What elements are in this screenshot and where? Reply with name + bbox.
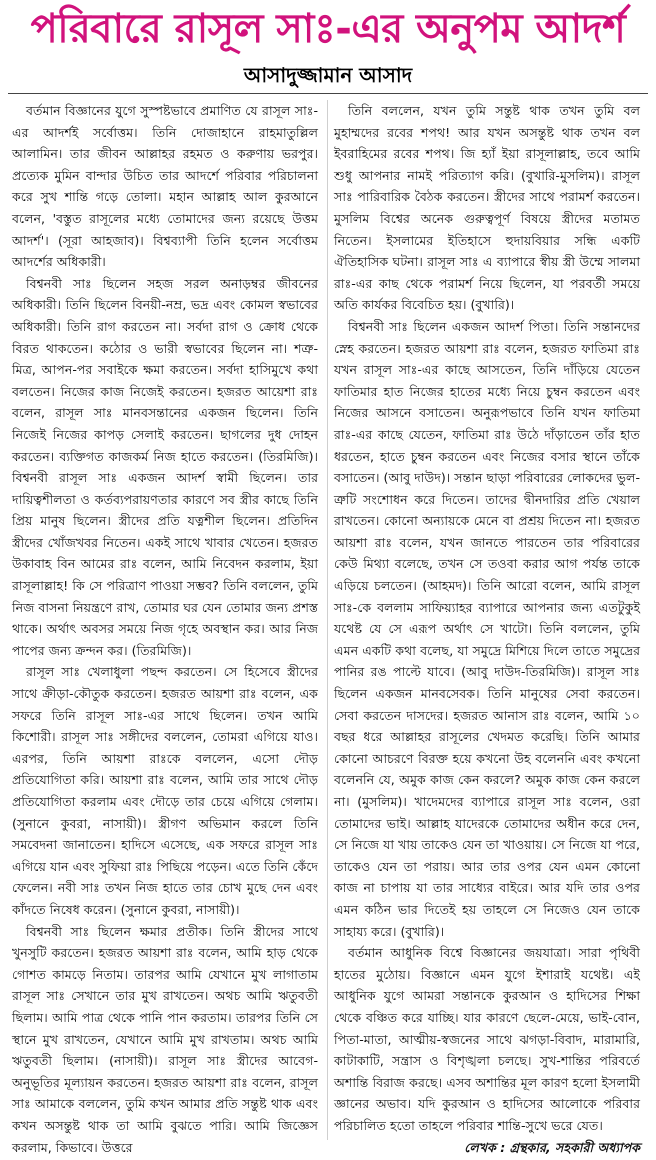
paragraph: বর্তমান বিজ্ঞানের যুগে সুস্পষ্টভাবে প্রমাণিত যে রাসূল সাঃ-এর আদর্শই সর্বোত্তম। তিনি দোজাহানে রাহমাতুল্লিল আলামিন। তার জীবন আল্লাহর রহমত ও করুণায় ভরপুর। প্রত্যেক মুমিন বান্দার উচিত তার আদর্শে পরিবার পরিচালনা করে সুখ শান্তি গড়ে তোলা। মহান আল্লাহ আল কুরআনে বলেন, 'বস্তুত রাসূলের মধ্যে তোমাদের জন্য রয়েছে উত্তম আদর্শ'। (সূরা আহজাব)। বিশ্বব্যাপী তিনি হলেন সর্বোত্তম আদর্শের অধিকারী। [12,103,318,270]
paragraph: বিশ্বনবী সাঃ ছিলেন একজন আদর্শ পিতা। তিনি সন্তানদের স্নেহ করতেন। হজরত আয়শা রাঃ বলেন, হজরত ফাতিমা রাঃ যখন রাসূল সাঃ-এর কাছে আসতেন, তিনি দাঁড়িয়ে যেতেন ফাতিমার হাত নিজের হাতের মধ্যে নিয়ে চুম্বন করতেন এবং নিজের আসনে বসাতেন। অনুরূপভাবে তিনি যখন ফাতিমা রাঃ-এর কাছে যেতেন, ফাতিমা রাঃ উঠে দাঁড়াতেন তাঁর হাত ধরতেন, হাতে চুম্বন করতেন এবং নিজের বসার স্থানে তাঁকে বসাতেন। (আবু দাউদ)। সন্তান ছাড়া পরিবারের লোকদের ভুল-ত্রুটি সংশোধন করে দিতেন। তাদের দ্বীনদারির প্রতি খেয়াল রাখতেন। কোনো অন্যায়কে মেনে বা প্রশ্রয় দিতেন না। হজরত আয়শা রাঃ বলেন, যখন জানতে পারতেন তার পরিবারের কেউ মিথ্যা বলেছে, তখন সে তওবা করার আগ পর্যন্ত তাকে এড়িয়ে চলতেন। (আহমদ)। তিনি আরো বলেন, আমি রাসূল সাঃ-কে বললাম সাফিয়্যাহর ব্যাপারে আপনার জন্য এতটুকুই যথেষ্ট যে সে এরূপ অর্থাৎ সে খাটো। তিনি বললেন, তুমি এমন একটি কথা বলেছ, যা সমুদ্রে মিশিয়ে দিলে তাতে সমুদ্রের পানির রঙ পাল্টে যাবে। (আবু দাউদ-তিরমিজি)। রাসূল সাঃ ছিলেন একজন মানবসেবক। তিনি মানুষের সেবা করতেন। সেবা করতেন দাসদের। হজরত আনাস রাঃ বলেন, আমি ১০ বছর ধরে আল্লাহর রাসূলের খেদমত করেছি। তিনি আমার কোনো আচরণে বিরক্ত হয়ে কখনো উহ বলেননি এবং কখনো বলেননি যে, অমুক কাজ কেন করলে? অমুক কাজ কেন করলে না। (মুসলিম)। খাদেমদের ব্যাপারে রাসূল সাঃ বলেন, ওরা তোমাদের ভাই। আল্লাহ যাদেরকে তোমাদের অধীন করে দেন, সে নিজে যা খায় তাকেও যেন তা খাওয়ায়। সে নিজে যা পরে, তাকেও যেন তা পরায়। আর তার ওপর যেন এমন কোনো কাজ না চাপায় যা তার সাধ্যের বাইরে। আর যদি তার ওপর এমন কঠিন ভার দিতেই হয় তাহলে সে নিজেও যেন তাকে সাহায্য করে। (বুখারি)। [334,318,640,939]
paragraph: তিনি বললেন, যখন তুমি সন্তুষ্ট থাক তখন তুমি বল মুহাম্মদের রবের শপথ! আর যখন অসন্তুষ্ট থাক তখন বল ইবরাহিমের রবের শপথ। জি হ্যাঁ ইয়া রাসূলাল্লাহ, তবে আমি শুধু আপনার নামই পরিত্যাগ করি। (বুখারি-মুসলিম)। রাসূল সাঃ পারিবারিক বৈঠক করতেন। স্ত্রীদের সাথে পরামর্শ করতেন। মুসলিম বিশ্বের অনেক গুরুত্বপূর্ণ বিষয়ে স্ত্রীদের মতামত নিতেন। ইসলামের ইতিহাসে হুদায়বিয়ার সন্ধি একটি ঐতিহাসিক ঘটনা। রাসূল সাঃ এ ব্যাপারে স্বীয় স্ত্রী উম্মে সালমা রাঃ-এর কাছ থেকে পরামর্শ নিয়ে ছিলেন, যা পরবর্তী সময়ে অতি কার্যকর বিবেচিত হয়। (বুখারি)। [334,103,640,313]
paragraph: বিশ্বনবী সাঃ ছিলেন ক্ষমার প্রতীক। তিনি স্ত্রীদের সাথে খুনসুটি করতেন। হজরত আয়শা রাঃ বলেন, আমি হাড় থেকে গোশত কামড়ে নিতাম। তারপর আমি যেখানে মুখ লাগাতাম রাসূল সাঃ সেখানে তার মুখ রাখতেন। অথচ আমি ঋতুবতী ছিলাম। আমি পাত্র থেকে পানি পান করতাম। তারপর তিনি সে স্থানে মুখ রাখতেন, যেখানে আমি মুখ রাখতাম। অথচ আমি ঋতুবতী ছিলাম। (নাসায়ী)। রাসূল সাঃ স্ত্রীদের আবেগ-অনুভূতির মূল্যায়ন করতেন। হজরত আয়শা রাঃ বলেন, রাসূল সাঃ আমাকে বললেন, তুমি কখন আমার প্রতি সন্তুষ্ট থাক এবং কখন অসন্তুষ্ট থাক তা আমি বুঝতে পারি। আমি জিজ্ঞেস করলাম, কিভাবে। উত্তরে [12,923,318,1155]
article-headline: পরিবারে রাসূল সাঃ-এর অনুপম আদর্শ [30,6,626,52]
column-divider [327,100,328,1140]
right-column [334,100,640,1155]
paragraph: রাসূল সাঃ খেলাধুলা পছন্দ করতেন। সে হিসেবে স্ত্রীদের সাথে ক্রীড়া-কৌতুক করতেন। হজরত আয়শা রাঃ বলেন, এক সফরে তিনি রাসূল সাঃ-এর সাথে ছিলেন। তখন আমি কিশোরী। রাসূল সাঃ সঙ্গীদের বললেন, তোমরা এগিয়ে যাও। এরপর, তিনি আয়শা রাঃকে বললেন, এসো দৌড় প্রতিযোগিতা করি। আয়শা রাঃ বলেন, আমি তার সাথে দৌড় প্রতিযোগিতা করলাম এবং দৌড়ে তার চেয়ে এগিয়ে গেলাম। (সুনানে কুবরা, নাসায়ী)। স্ত্রীগণ অভিমান করলে তিনি সমবেদনা জানাতেন। হাদিসে এসেছে, এক সফরে রাসূল সাঃ এগিয়ে যান এবং সুফিয়া রাঃ পিছিয়ে পড়েন। এতে তিনি কেঁদে ফেলেন। নবী সাঃ তখন নিজ হাতে তার চোখ মুছে দেন এবং কাঁদতে নিষেধ করেন। (সুনানে কুবরা, নাসায়ী)। [12,664,318,917]
left-column [12,100,318,1155]
paragraph: বিশ্বনবী সাঃ ছিলেন সহজ সরল অনাড়ম্বর জীবনের অধিকারী। তিনি ছিলেন বিনয়ী-নম্র, ভদ্র এবং কোমল স্বভাবের অধিকারী। তিনি রাগ করতেন না। সর্বদা রাগ ও ক্রোধ থেকে বিরত থাকতেন। কঠোর ও ভারী স্বভাবের ছিলেন না। শত্রু-মিত্র, আপন-পর সবাইকে ক্ষমা করতেন। সর্বদা হাসিমুখে কথা বলতেন। নিজের কাজ নিজেই করতেন। হজরত আয়েশা রাঃ বলেন, রাসূল সাঃ মানবসন্তানের একজন ছিলেন। তিনি নিজেই নিজের কাপড় সেলাই করতেন। ছাগলের দুধ দোহন করতেন। ব্যক্তিগত কাজকর্ম নিজ হাতে করতেন। (তিরমিজি)। বিশ্বনবী রাসূল সাঃ একজন আদর্শ স্বামী ছিলেন। তার দায়িত্বশীলতা ও কর্তব্যপরায়ণতার কারণে সব স্ত্রীর কাছে তিনি প্রিয় মানুষ ছিলেন। স্ত্রীদের প্রতি যত্নশীল ছিলেন। প্রতিদিন স্ত্রীদের খোঁজখবর নিতেন। একই সাথে খাবার খেতেন। হজরত উকাবাহ বিন আমের রাঃ বলেন, আমি নিবেদন করলাম, ইয়া রাসূলাল্লাহ! কি সে পরিত্রাণ পাওয়া সম্ভব? তিনি বললেন, তুমি নিজ বাসনা নিয়ন্ত্রণে রাখ, তোমার ঘর যেন তোমার জন্য প্রশস্ত থাকে। অর্থাৎ অবসর সময়ে নিজ গৃহে অবস্থান কর। আর নিজ পাপের জন্য ক্রন্দন কর। (তিরমিজি)। [12,275,318,658]
paragraph: বর্তমান আধুনিক বিশ্বে বিজ্ঞানের জয়যাত্রা। সারা পৃথিবী হাতের মুঠোয়। বিজ্ঞানে এমন যুগে ইশারাই যথেষ্ট। এই আধুনিক যুগে আমরা সন্তানকে কুরআন ও হাদিসের শিক্ষা থেকে বঞ্চিত করে যাচ্ছি। যার কারণে ছেলে-মেয়ে, ভাই-বোন, পিতা-মাতা, আত্মীয়-স্বজনের সাথে ঝগড়া-বিবাদ, মারামারি, কাটাকাটি, সন্ত্রাস ও বিশৃঙ্খলা চলছে। সুখ-শান্তির পরিবর্তে অশান্তি বিরাজ করছে। এসব অশান্তির মূল কারণ হলো ইসলামী জ্ঞানের অভাব। যদি কুরআন ও হাদিসের আলোকে পরিবার পরিচালিত হতো তাহলে পরিবার শান্তি-সুখে ভরে যেত। [334,945,640,1133]
author-byline: আসাদুজ্জামান আসাদ [243,63,413,87]
headline-divider [8,93,648,94]
author-note: লেখক : গ্রন্থকার, সহকারী অধ্যাপক [464,1139,640,1155]
